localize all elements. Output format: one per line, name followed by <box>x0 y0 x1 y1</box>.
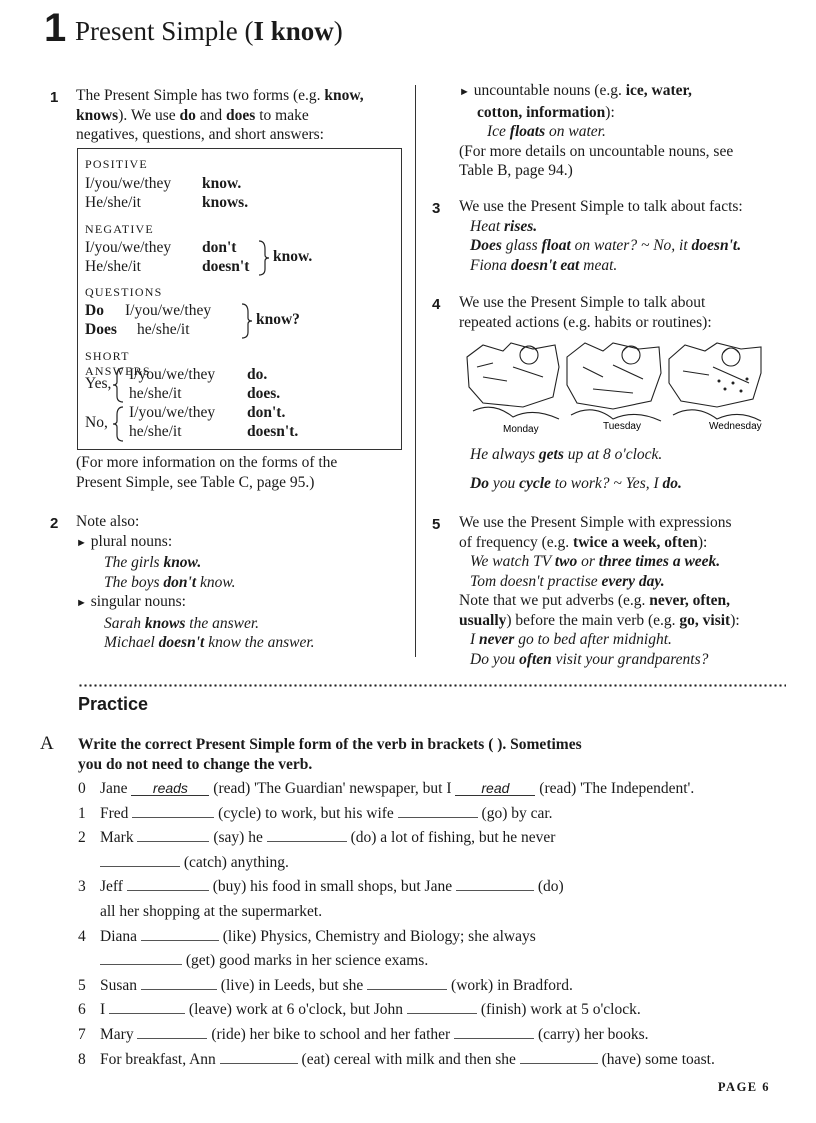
exercise-item-2: 2 Mark (say) he (do) a lot of fishing, but he never <box>78 829 556 847</box>
short-answers-label: SHORT ANSWERS <box>85 349 151 378</box>
positive-label: POSITIVE <box>85 157 148 171</box>
section-number-5: 5 <box>432 516 441 533</box>
exercise-letter: A <box>40 733 54 754</box>
exercise-item-1: 1 Fred (cycle) to work, but his wife (go) by car. <box>78 804 553 822</box>
exercise-list: 0 Jane reads (read) 'The Guardian' newspaper, but I read (read) 'The Independent'. 1 Fred (cycle) to work, but his wife (go) by car. 2 Mark (say) he (do) a lot of fishing, but he never (catch) anything. 3 Jeff (buy) his food in small shops, but Jane (do) all her shopping at the supermarket. 4 Diana (like) Physics, Chemistry and Biology; she always (get) good marks in her science exams. 5 Susan (live) in Leeds, but she (work) in Bradford. 6 I (leave) work at 6 o'clock, but John (finish) work at 5 o'clock. 7 Mary (ride) her bike to school and her father (carry) her books. 8 For breakfast, Ann (eat) cereal with milk and then she (have) some toast. <box>78 777 715 1072</box>
brace-icon <box>113 405 125 443</box>
section-number-1: 1 <box>50 89 59 106</box>
answer-blank[interactable] <box>398 805 478 818</box>
exercise-instructions: Write the correct Present Simple form of the verb in brackets ( ). Sometimes you do not need to change the verb. <box>78 736 582 773</box>
section-2: Note also: ► plural nouns: The girls know. The boys don't know. ► singular nouns: Sarah knows the answer. Michael doesn't know the answer. <box>76 513 315 651</box>
section-number-3: 3 <box>432 200 441 217</box>
answer-blank[interactable] <box>109 1001 185 1014</box>
exercise-item-3: 3 Jeff (buy) his food in small shops, but Jane (do) <box>78 878 564 896</box>
answer-blank[interactable] <box>407 1001 477 1014</box>
bullet-icon: ► <box>76 597 87 609</box>
uncountable-note: ► uncountable nouns (e.g. ice, water, cotton, information): Ice floats on water. (For more details on uncountable nouns, see Table B, page 94.) <box>459 82 734 179</box>
section-3: We use the Present Simple to talk about facts: Heat rises. Does glass float on water? ~ No, it doesn't. Fiona doesn't eat meat. <box>459 198 743 274</box>
section-number-4: 4 <box>432 296 441 313</box>
exercise-item-0: 0 Jane reads (read) 'The Guardian' newspaper, but I read (read) 'The Independent'. <box>78 780 695 797</box>
exercise-item-7: 7 Mary (ride) her bike to school and her father (carry) her books. <box>78 1025 649 1043</box>
answer-blank[interactable] <box>100 952 182 965</box>
section-1-intro: The Present Simple has two forms (e.g. know, knows). We use do and does to make negatives, questions, and short answers: <box>76 87 364 143</box>
bullet-icon: ► <box>459 86 470 98</box>
answer-blank[interactable] <box>267 829 347 842</box>
section-1-note: (For more information on the forms of the Present Simple, see Table C, page 95.) <box>76 454 338 491</box>
practice-heading: Practice <box>78 694 149 714</box>
exercise-item-5: 5 Susan (live) in Leeds, but she (work) in Bradford. <box>78 976 573 994</box>
answer-blank[interactable] <box>137 829 209 842</box>
answer-blank[interactable] <box>127 878 209 891</box>
exercise-item-8: 8 For breakfast, Ann (eat) cereal with milk and then she (have) some toast. <box>78 1050 715 1068</box>
answer-blank[interactable] <box>100 854 180 867</box>
day-label-tuesday: Tuesday <box>603 421 641 432</box>
section-4: We use the Present Simple to talk about repeated actions (e.g. habits or routines): <box>459 294 712 331</box>
negative-label: NEGATIVE <box>85 222 154 236</box>
answer-blank[interactable] <box>137 1026 207 1039</box>
unit-number: 1 <box>44 6 67 50</box>
bullet-icon: ► <box>76 536 87 549</box>
page-number: PAGE 6 <box>717 1080 770 1094</box>
answer-blank[interactable] <box>132 805 214 818</box>
brace-icon <box>240 302 254 340</box>
questions-label: QUESTIONS <box>85 285 163 299</box>
answer-blank[interactable] <box>220 1051 298 1064</box>
cartoon-illustration <box>463 337 765 435</box>
exercise-item-6: 6 I (leave) work at 6 o'clock, but John (finish) work at 5 o'clock. <box>78 1001 641 1019</box>
section-number-2: 2 <box>50 515 59 532</box>
section-4-examples: He always gets up at 8 o'clock. Do you cycle to work? ~ Yes, I do. <box>470 446 682 492</box>
dotted-divider <box>78 684 786 687</box>
answer-blank[interactable] <box>367 977 447 990</box>
brace-icon <box>257 239 271 277</box>
answer-blank[interactable]: reads <box>131 781 209 796</box>
day-label-monday: Monday <box>503 424 539 435</box>
answer-blank[interactable] <box>520 1051 598 1064</box>
day-label-wednesday: Wednesday <box>709 421 762 432</box>
answer-blank[interactable] <box>141 977 217 990</box>
brace-icon <box>113 366 125 404</box>
answer-blank[interactable] <box>456 878 534 891</box>
answer-blank[interactable] <box>141 928 219 941</box>
answer-blank[interactable] <box>454 1026 534 1039</box>
answer-blank[interactable]: read <box>455 781 535 796</box>
section-5: We use the Present Simple with expressions of frequency (e.g. twice a week, often): We watch TV two or three times a week. Tom doesn't practise every day. Note that we put adverbs (e.g. never, often, usually) before the main verb (e.g. go, visit): I never go to bed after midnight. Do you often visit your grandparents? <box>459 514 740 668</box>
exercise-item-4: 4 Diana (like) Physics, Chemistry and Biology; she always <box>78 927 536 945</box>
column-divider <box>415 85 416 657</box>
page-title: Present Simple (I know) <box>75 16 343 46</box>
